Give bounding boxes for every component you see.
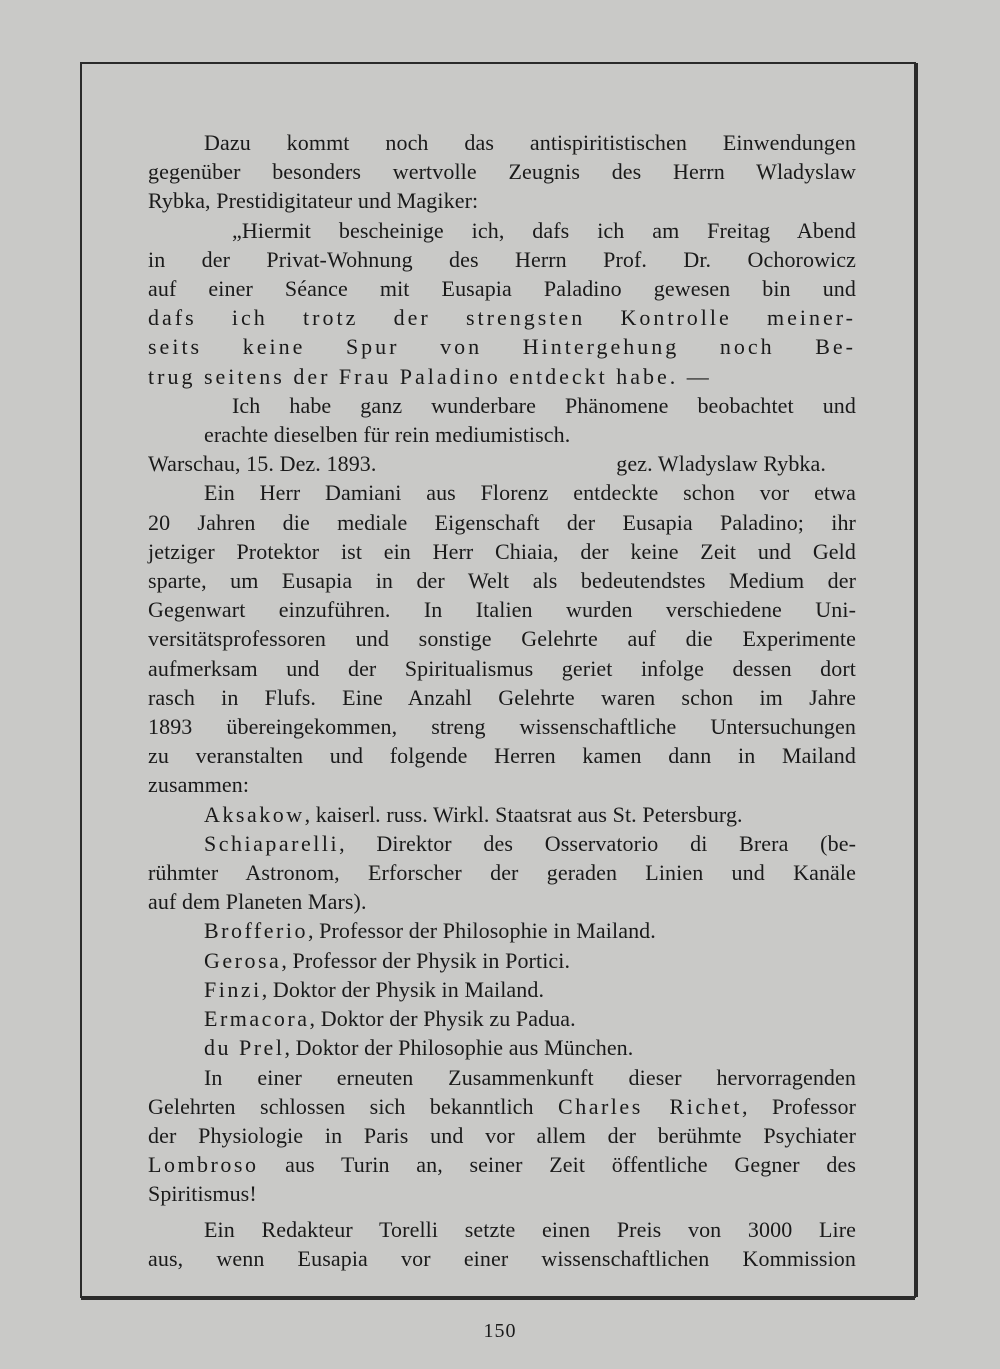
member-entry	[148, 975, 856, 1004]
member-entry	[148, 829, 856, 858]
text-line: dafs ich trotz der strengsten Kontrolle meiner-	[148, 305, 856, 331]
text-line: in der Privat-Wohnung des Herrn Prof. Dr. Ochorowicz	[148, 246, 856, 272]
text-line: auf einer Séance mit Eusapia Paladino gewesen bin und	[148, 276, 856, 302]
text-line: aufmerksam und der Spiritualismus geriet infolge dessen dort	[148, 655, 856, 681]
text-segment: aus Turin an, seiner Zeit öffentliche Gegner des	[258, 1152, 856, 1178]
member-entry	[148, 1004, 856, 1033]
member-name: Finzi	[204, 976, 262, 1002]
text-segment: Gelehrten schlossen sich bekanntlich	[148, 1093, 559, 1119]
member-entry	[148, 946, 856, 975]
text-line: Spiritismus!	[148, 1181, 257, 1207]
text-line: Rybka, Prestidigitateur und Magiker:	[148, 188, 479, 214]
text-line: Ich habe ganz wunderbare Phänomene beobachtet und	[232, 392, 856, 418]
text-line: der Physiologie in Paris und vor allem der berühmte Psychiater	[148, 1122, 856, 1148]
member-desc: , Doktor der Physik zu Padua.	[309, 1006, 576, 1032]
text-line: seits keine Spur von Hintergehung noch Be-	[148, 334, 856, 360]
member-desc: , Doktor der Philosophie aus München.	[284, 1035, 634, 1061]
member-name: Ermacora	[204, 1006, 310, 1032]
text-line: gegenüber besonders wertvolle Zeugnis des Herrn Wladyslaw	[148, 159, 856, 185]
signature-name: gez. Wladyslaw Rybka.	[616, 451, 826, 477]
text-line: versitätsprofessoren und sonstige Gelehrte auf die Experimente	[148, 626, 856, 652]
text-segment: , Professor	[741, 1093, 856, 1119]
text-line: jetziger Protektor ist ein Herr Chiaia, der keine Zeit und Geld	[148, 538, 856, 564]
member-name: Schiaparelli	[204, 830, 340, 856]
text-line: zu veranstalten und folgende Herren kamen dann in Mailand	[148, 743, 856, 769]
text-line: Ein Herr Damiani aus Florenz entdeckte schon vor etwa	[204, 480, 856, 506]
text-line: Dazu kommt noch das antispiritistischen Einwendungen	[204, 130, 856, 155]
text-line: In einer erneuten Zusammenkunft dieser hervorragenden	[204, 1064, 856, 1090]
member-desc: , Professor der Philosophie in Mailand.	[307, 918, 656, 944]
member-name: du Prel	[204, 1035, 285, 1061]
text-line: trug seitens der Frau Paladino entdeckt habe. —	[148, 363, 712, 389]
member-desc: , kaiserl. russ. Wirkl. Staatsrat aus St. Petersburg.	[304, 801, 743, 827]
signature-row	[148, 449, 856, 478]
text-line	[148, 1092, 856, 1121]
text-line: Ein Redakteur Torelli setzte einen Preis von 3000 Lire	[204, 1216, 856, 1242]
member-entry	[148, 800, 856, 829]
text-line: aus, wenn Eusapia vor einer wissenschaftlichen Kommission	[148, 1245, 856, 1271]
signature-place-date: Warschau, 15. Dez. 1893.	[148, 451, 377, 477]
text-line: erachte dieselben für rein mediumistisch.	[204, 422, 571, 448]
text-line: zusammen:	[148, 772, 250, 798]
member-name: Aksakow	[204, 801, 305, 827]
member-entry-continued: auf dem Planeten Mars).	[148, 889, 367, 915]
member-entry	[148, 916, 856, 945]
body-text	[148, 128, 856, 1273]
person-name: Charles Richet	[558, 1093, 742, 1119]
member-desc: , Direktor des Osservatorio di Brera (be-	[339, 830, 856, 856]
text-line: 1893 übereingekommen, streng wissenschaftliche Untersuchungen	[148, 714, 856, 740]
member-entry	[148, 1033, 856, 1062]
text-line: 20 Jahren die mediale Eigenschaft der Eusapia Paladino; ihr	[148, 509, 856, 535]
person-name: Lombroso	[148, 1152, 259, 1178]
member-name: Brofferio	[204, 918, 308, 944]
text-line: rasch in Flufs. Eine Anzahl Gelehrte waren schon im Jahre	[148, 684, 856, 710]
page-number: 150	[483, 1320, 517, 1342]
member-name: Gerosa	[204, 947, 282, 973]
member-desc: , Doktor der Physik in Mailand.	[261, 976, 545, 1002]
member-desc: , Professor der Physik in Portici.	[281, 947, 571, 973]
text-line	[148, 1150, 856, 1179]
text-line: Gegenwart einzuführen. In Italien wurden verschiedene Uni-	[148, 597, 856, 623]
text-line: „Hiermit bescheinige ich, dafs ich am Freitag Abend	[232, 217, 856, 243]
member-entry-continued: rühmter Astronom, Erforscher der geraden Linien und Kanäle	[148, 860, 856, 886]
text-line: sparte, um Eusapia in der Welt als bedeutendstes Medium der	[148, 568, 856, 594]
